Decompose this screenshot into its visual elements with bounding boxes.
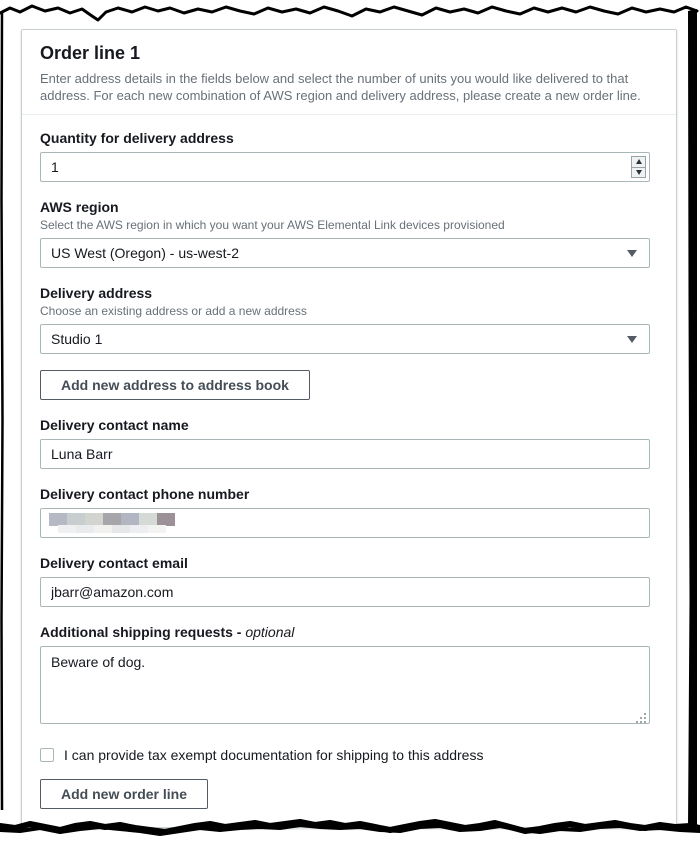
page-title: Order line 1	[40, 43, 141, 63]
contact-name-label: Delivery contact name	[40, 417, 189, 433]
contact-email-input[interactable]	[40, 577, 650, 607]
torn-edge-right	[688, 9, 697, 828]
torn-edge-top	[0, 6, 697, 20]
stepper-down-button[interactable]	[632, 167, 645, 178]
quantity-label: Quantity for delivery address	[40, 130, 234, 146]
tax-exempt-row	[40, 745, 658, 765]
contact-phone-label: Delivery contact phone number	[40, 486, 250, 502]
stepper-up-button[interactable]	[632, 157, 645, 167]
field-aws-region	[40, 198, 658, 268]
delivery-address-label: Delivery address	[40, 285, 153, 301]
delivery-address-selected-value: Studio 1	[51, 331, 103, 347]
torn-edge-left	[2, 11, 3, 810]
card-header	[22, 30, 676, 114]
chevron-down-icon	[627, 336, 637, 343]
add-address-button[interactable]: Add new address to address book	[40, 370, 310, 400]
redacted-phone-value	[49, 513, 175, 533]
tax-exempt-checkbox[interactable]	[40, 748, 54, 762]
delivery-address-constraint: Choose an existing address or add a new address	[40, 304, 307, 318]
card-body	[22, 114, 676, 827]
shipping-requests-label: Additional shipping requests - optional	[40, 624, 295, 640]
field-contact-phone	[40, 485, 658, 538]
aws-region-selected-value: US West (Oregon) - us-west-2	[51, 245, 240, 261]
aws-region-label: AWS region	[40, 199, 119, 215]
add-order-line-button[interactable]: Add new order line	[40, 779, 208, 809]
field-quantity	[40, 129, 658, 182]
card-description: Enter address details in the fields below and select the number of units you would like delivered to that address. For each new combination of AWS region and delivery address, please create a new order line.	[40, 71, 641, 103]
chevron-down-icon	[627, 250, 637, 257]
optional-suffix: optional	[245, 624, 295, 640]
field-shipping-requests	[40, 623, 658, 729]
field-contact-name	[40, 416, 658, 469]
delivery-address-select[interactable]	[40, 324, 650, 354]
arrow-down-icon	[636, 170, 642, 175]
quantity-stepper[interactable]	[631, 156, 646, 178]
contact-email-label: Delivery contact email	[40, 555, 188, 571]
aws-region-select[interactable]	[40, 238, 650, 268]
aws-region-constraint: Select the AWS region in which you want your AWS Elemental Link devices provisioned	[40, 218, 505, 232]
resize-handle-icon[interactable]	[644, 721, 646, 723]
arrow-up-icon	[636, 159, 642, 164]
field-delivery-address	[40, 284, 658, 354]
field-contact-email	[40, 554, 658, 607]
order-line-card	[21, 29, 677, 828]
shipping-requests-textarea[interactable]	[40, 646, 650, 724]
contact-name-input[interactable]	[40, 439, 650, 469]
contact-phone-input[interactable]	[40, 508, 650, 538]
tax-exempt-label: I can provide tax exempt documentation for shipping to this address	[64, 747, 484, 763]
quantity-input[interactable]	[40, 152, 650, 182]
